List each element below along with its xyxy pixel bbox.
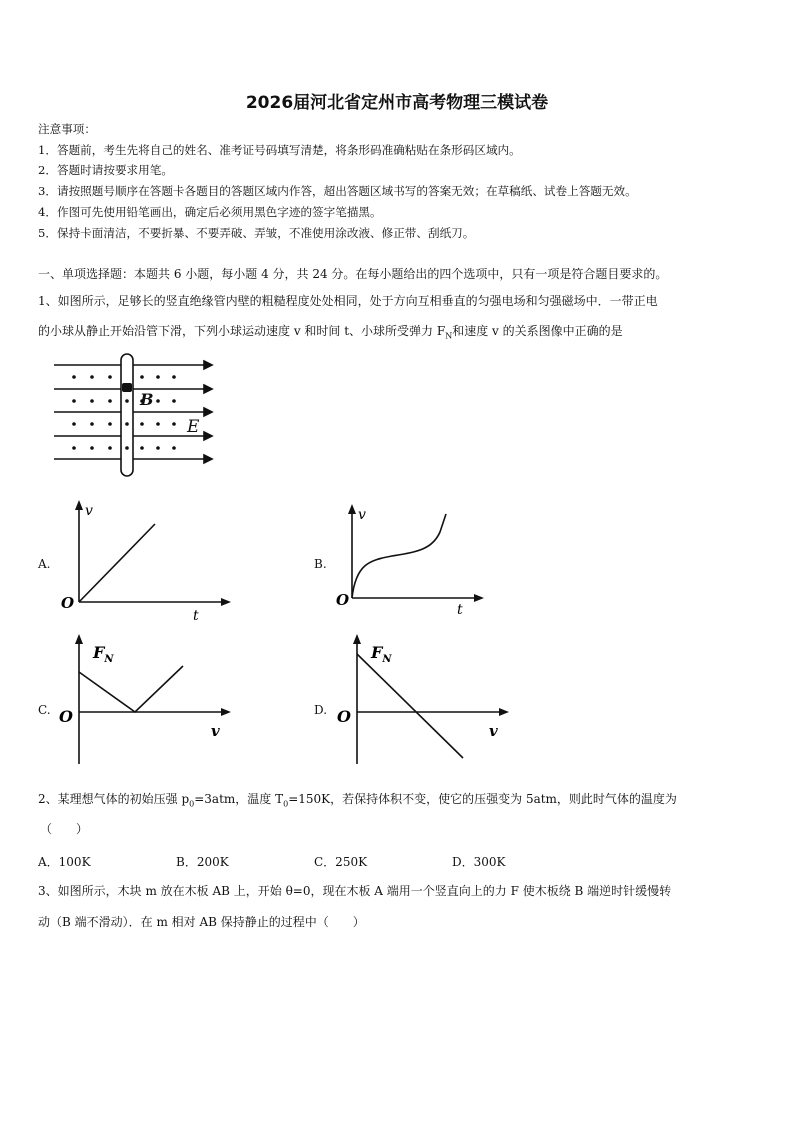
q2-line-2: （ ） <box>40 822 89 836</box>
notice-item-2: 2．答题时请按要求用笔。 <box>38 163 173 177</box>
option-c-label: C. <box>38 703 51 717</box>
option-b-label: B. <box>314 557 327 571</box>
option-d-graph[interactable] <box>333 632 523 767</box>
option-b-y-label: v <box>358 507 366 523</box>
notice-heading: 注意事项： <box>38 122 96 136</box>
q1-line-2: 的小球从静止开始沿管下滑，下列小球运动速度 v 和时间 t、小球所受弹力 $F_N$和速度 v 的关系图像中正确的是 <box>38 324 623 341</box>
option-a-graph[interactable] <box>55 498 235 628</box>
field-label-e: E <box>187 417 200 437</box>
page-title: 2026届河北省定州市高考物理三模试卷 <box>245 93 549 113</box>
option-d-label: D. <box>314 703 328 717</box>
option-b-curve <box>352 514 446 598</box>
q2-option-c[interactable]: C．250K <box>314 855 368 869</box>
option-c-curve <box>79 666 183 712</box>
option-b-graph[interactable] <box>332 502 512 622</box>
option-c-x-label: v <box>211 722 220 740</box>
option-d-y-label: $F_N$ <box>371 643 392 665</box>
notice-item-3: 3．请按照题号顺序在答题卡各题目的答题区域内作答，超出答题区域书写的答案无效；在草稿纸、试卷上答题无效。 <box>38 184 637 198</box>
option-c-y-label: $F_N$ <box>93 643 114 665</box>
option-b-x-label: t <box>457 602 463 618</box>
notice-item-1: 1．答题前，考生先将自己的姓名、准考证号码填写清楚，将条形码准确粘贴在条形码区域内。 <box>38 143 521 157</box>
notice-item-4: 4．作图可先使用铅笔画出，确定后必须用黑色字迹的签字笔描黑。 <box>38 205 382 219</box>
field-label-b: B <box>140 390 154 409</box>
q2-option-a[interactable]: A．100K <box>38 855 91 869</box>
option-a-y-label: v <box>85 503 93 519</box>
option-c-graph[interactable] <box>55 632 245 767</box>
option-d-origin: O <box>337 707 351 726</box>
option-d-x-label: v <box>489 722 498 740</box>
option-a-origin: O <box>61 594 75 612</box>
option-a-curve <box>79 524 155 602</box>
option-a-x-label: t <box>193 608 199 624</box>
option-a-label: A. <box>38 557 51 571</box>
q2-option-b[interactable]: B．200K <box>176 855 229 869</box>
q1-field-figure <box>52 352 222 484</box>
option-c-origin: O <box>59 707 73 726</box>
option-b-origin: O <box>336 591 350 609</box>
charged-ball <box>122 383 132 392</box>
q1-line-1: 1、如图所示，足够长的竖直绝缘管内壁的粗糙程度处处相同，处于方向互相垂直的匀强电场和匀强磁场中．一带正电 <box>38 294 658 308</box>
q2-line-1: 2、某理想气体的初始压强 $p_0=3atm$，温度 $T_0=150K$，若保持体积不变，使它的压强变为 5atm，则此时气体的温度为 <box>38 792 677 809</box>
section-heading: 一、单项选择题：本题共 6 小题，每小题 4 分，共 24 分。在每小题给出的四个选项中，只有一项是符合题目要求的。 <box>38 267 668 281</box>
notice-item-5: 5．保持卡面清洁，不要折暴、不要弄破、弄皱，不准使用涂改液、修正带、刮纸刀。 <box>38 226 475 240</box>
q3-line-1: 3、如图所示，木块 m 放在木板 AB 上，开始 θ=0，现在木板 A 端用一个竖直向上的力 F 使木板绕 B 端逆时针缓慢转 <box>38 884 672 898</box>
q2-option-d[interactable]: D．300K <box>452 855 506 869</box>
option-d-curve <box>357 654 463 758</box>
q3-line-2: 动（B 端不滑动）．在 m 相对 AB 保持静止的过程中（ ） <box>38 915 365 929</box>
